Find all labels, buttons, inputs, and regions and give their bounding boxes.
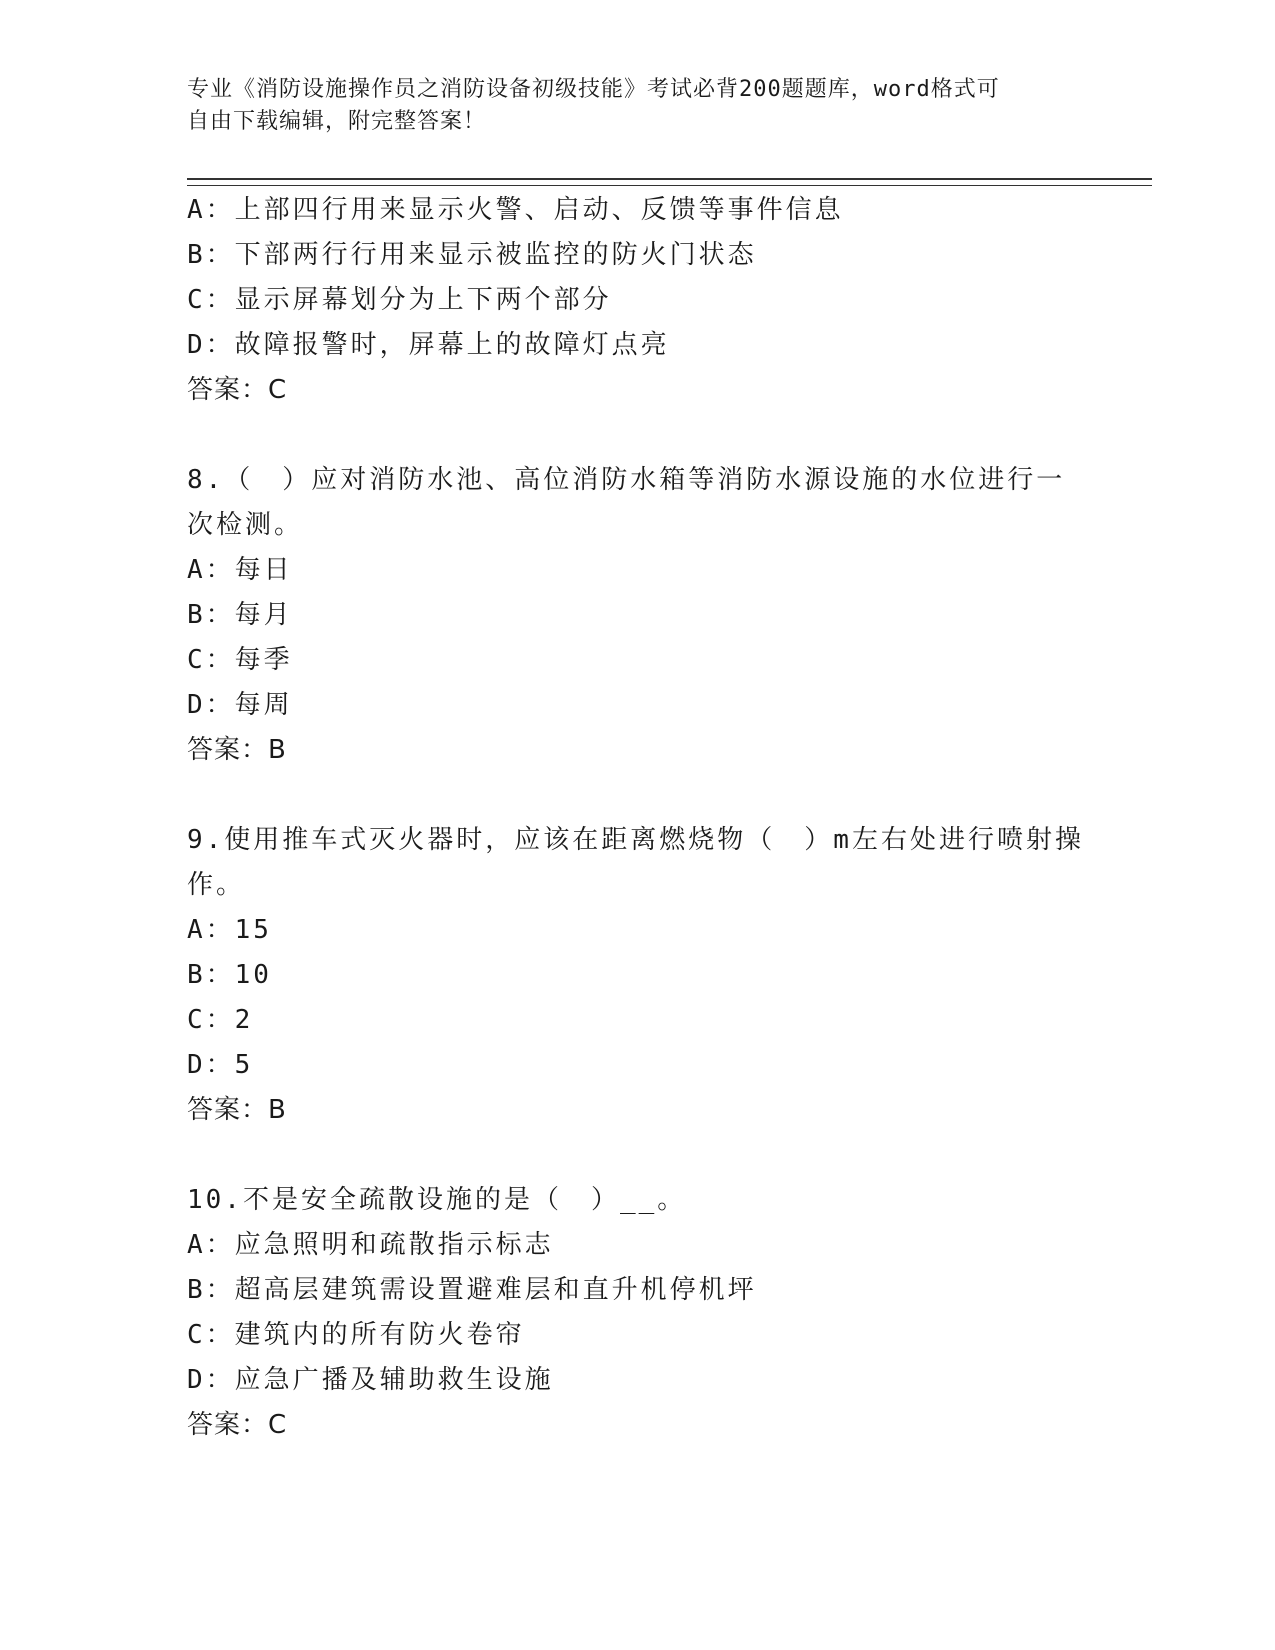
- answer-line: 答案：C: [187, 375, 288, 405]
- question-block-8: [187, 458, 1087, 773]
- option-b: B：超高层建筑需设置避难层和直升机停机坪: [187, 1275, 757, 1305]
- question-list: [187, 188, 1087, 1448]
- question-stem-line: 次检测。: [187, 510, 304, 540]
- option-d: D：5: [187, 1050, 254, 1080]
- option-a: A：15: [187, 915, 272, 945]
- option-c: C：每季: [187, 645, 293, 675]
- question-stem-line: 作。: [187, 870, 246, 900]
- header-title-line-1: 专业《消防设施操作员之消防设备初级技能》考试必背200题题库，word格式可: [187, 77, 1000, 102]
- question-spacer: [187, 1133, 1087, 1178]
- option-b: B：10: [187, 960, 272, 990]
- document-header: [187, 74, 1087, 138]
- question-stem-line: 10.不是安全疏散设施的是（ ）__。: [187, 1185, 687, 1215]
- option-b: B：每月: [187, 600, 293, 630]
- option-a: A：上部四行用来显示火警、启动、反馈等事件信息: [187, 195, 844, 225]
- answer-line: 答案：C: [187, 1410, 288, 1440]
- option-d: D：应急广播及辅助救生设施: [187, 1365, 554, 1395]
- option-c: C：显示屏幕划分为上下两个部分: [187, 285, 612, 315]
- question-block-10: [187, 1178, 1087, 1448]
- option-a: A：每日: [187, 555, 293, 585]
- question-spacer: [187, 413, 1087, 458]
- header-divider: [187, 178, 1152, 186]
- question-spacer: [187, 773, 1087, 818]
- option-d: D：每周: [187, 690, 293, 720]
- answer-line: 答案：B: [187, 1095, 287, 1125]
- header-title-line-2: 自由下载编辑，附完整答案！: [187, 109, 487, 134]
- option-d: D：故障报警时，屏幕上的故障灯点亮: [187, 330, 670, 360]
- option-a: A：应急照明和疏散指示标志: [187, 1230, 554, 1260]
- answer-line: 答案：B: [187, 735, 287, 765]
- question-block-9: [187, 818, 1087, 1133]
- question-stem-line: 9.使用推车式灭火器时，应该在距离燃烧物（ ）m左右处进行喷射操: [187, 825, 1084, 855]
- option-b: B：下部两行行用来显示被监控的防火门状态: [187, 240, 757, 270]
- question-stem-line: 8.（ ）应对消防水池、高位消防水箱等消防水源设施的水位进行一: [187, 465, 1066, 495]
- question-block-7: [187, 188, 1087, 413]
- option-c: C：建筑内的所有防火卷帘: [187, 1320, 525, 1350]
- option-c: C：2: [187, 1005, 254, 1035]
